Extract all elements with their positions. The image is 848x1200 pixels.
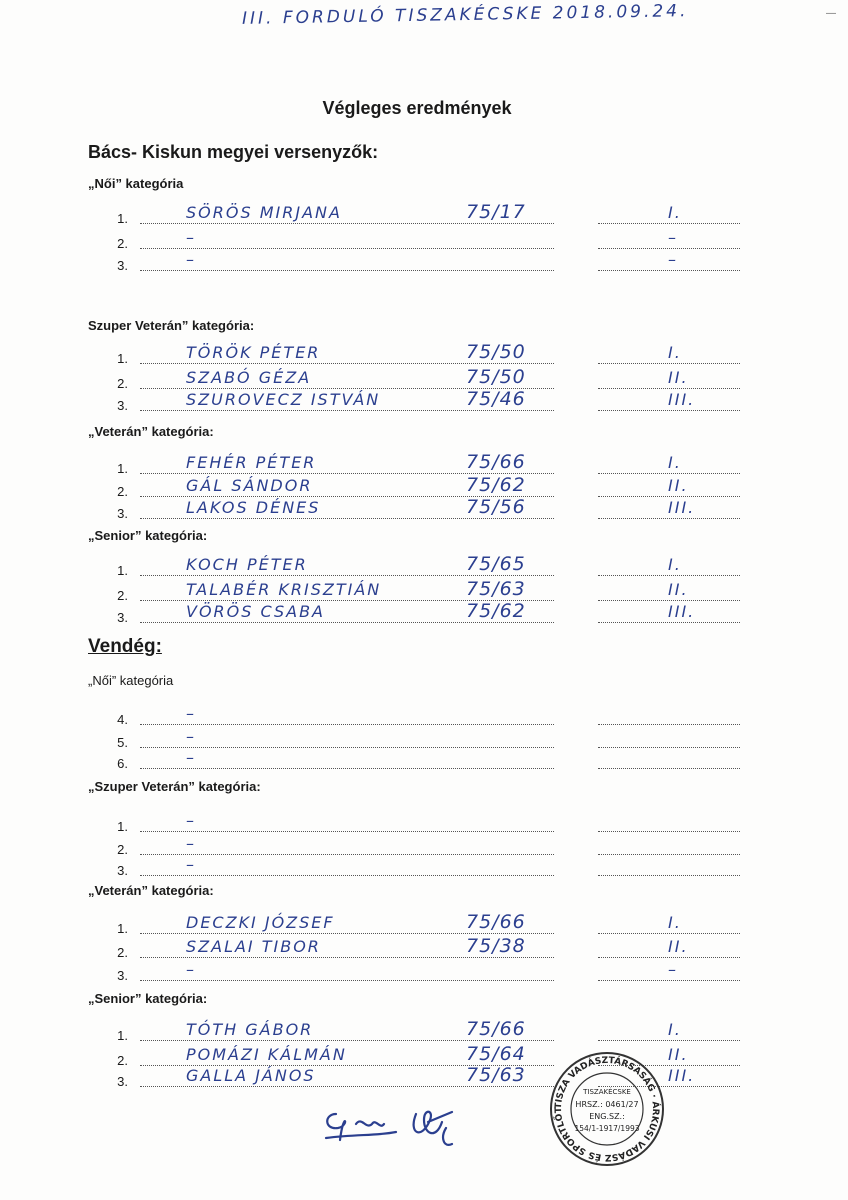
place-dotted-line	[598, 270, 740, 271]
result-row	[0, 496, 848, 522]
competitor-place: II.	[668, 937, 689, 956]
place-dotted-line	[598, 1040, 740, 1041]
name-dotted-line	[140, 1086, 554, 1087]
svg-text:154/1-1917/1993: 154/1-1917/1993	[574, 1124, 640, 1133]
competitor-score: 75/66	[466, 911, 526, 933]
name-dotted-line	[140, 363, 554, 364]
competitor-place: –	[668, 228, 678, 247]
name-dotted-line	[140, 854, 554, 855]
competitor-name: –	[186, 250, 196, 269]
row-number: 1.	[117, 563, 128, 578]
place-dotted-line	[598, 854, 740, 855]
result-row	[0, 1064, 848, 1090]
row-number: 2.	[117, 484, 128, 499]
category-label: „Veterán” kategória:	[88, 883, 214, 898]
place-dotted-line	[598, 223, 740, 224]
result-row	[0, 201, 848, 227]
name-dotted-line	[140, 933, 554, 934]
competitor-place: I.	[668, 203, 682, 222]
place-dotted-line	[598, 622, 740, 623]
name-dotted-line	[140, 980, 554, 981]
svg-text:TISZAKÉCSKE: TISZAKÉCSKE	[583, 1088, 631, 1096]
name-dotted-line	[140, 747, 554, 748]
competitor-name: –	[186, 960, 196, 979]
competitor-name: SZUROVECZ ISTVÁN	[186, 390, 381, 409]
competitor-place: –	[668, 250, 678, 269]
competitor-place: II.	[668, 368, 689, 387]
competitor-name: –	[186, 811, 196, 830]
competitor-name: SZALAI TIBOR	[186, 937, 321, 956]
competitor-score: 75/62	[466, 600, 526, 622]
result-row	[0, 706, 848, 728]
result-row	[0, 366, 848, 392]
competitor-place: III.	[668, 390, 696, 409]
result-row	[0, 911, 848, 937]
signature-drawing	[316, 1100, 476, 1150]
competitor-name: –	[186, 748, 196, 767]
result-row	[0, 962, 848, 984]
name-dotted-line	[140, 768, 554, 769]
place-dotted-line	[598, 957, 740, 958]
result-row	[0, 935, 848, 961]
place-dotted-line	[598, 410, 740, 411]
place-dotted-line	[598, 248, 740, 249]
competitor-name: –	[186, 834, 196, 853]
category-label: „Női” kategória	[88, 176, 184, 191]
svg-text:TISZA VADÁSZTÁRSASÁG · ÁRKUSI: TISZA VADÁSZTÁRSASÁG · ÁRKUSI VADÁSZ ÉS SPORTLŐT	[553, 1055, 661, 1163]
row-number: 2.	[117, 1053, 128, 1068]
stamp-seal	[548, 1050, 666, 1168]
result-row	[0, 750, 848, 772]
result-row	[0, 729, 848, 751]
row-number: 1.	[117, 211, 128, 226]
category-label: „Senior” kategória:	[88, 528, 208, 543]
competitor-score: 75/63	[466, 578, 526, 600]
competitor-place: I.	[668, 555, 682, 574]
place-dotted-line	[598, 831, 740, 832]
name-dotted-line	[140, 724, 554, 725]
section-heading: Bács- Kiskun megyei versenyzők:	[88, 142, 379, 162]
competitor-name: GÁL SÁNDOR	[186, 476, 313, 495]
svg-text:HRSZ.: 0461/27: HRSZ.: 0461/27	[575, 1100, 639, 1109]
competitor-name: LAKOS DÉNES	[186, 498, 321, 517]
row-number: 1.	[117, 921, 128, 936]
competitor-place: I.	[668, 453, 682, 472]
place-dotted-line	[598, 496, 740, 497]
competitor-place: I.	[668, 913, 682, 932]
result-row	[0, 1018, 848, 1044]
category-label: „Női” kategória	[88, 673, 174, 688]
place-dotted-line	[598, 724, 740, 725]
place-dotted-line	[598, 473, 740, 474]
place-dotted-line	[598, 933, 740, 934]
name-dotted-line	[140, 223, 554, 224]
official-stamp	[548, 1050, 666, 1168]
competitor-name: TÖRÖK PÉTER	[186, 343, 321, 362]
row-number: 5.	[117, 735, 128, 750]
result-row	[0, 600, 848, 626]
result-row	[0, 578, 848, 604]
svg-text:ENG.SZ.:: ENG.SZ.:	[589, 1112, 625, 1121]
place-dotted-line	[598, 980, 740, 981]
competitor-name: –	[186, 228, 196, 247]
row-number: 2.	[117, 842, 128, 857]
name-dotted-line	[140, 831, 554, 832]
competitor-place: I.	[668, 343, 682, 362]
name-dotted-line	[140, 518, 554, 519]
competitor-name: POMÁZI KÁLMÁN	[186, 1045, 347, 1064]
result-row	[0, 451, 848, 477]
row-number: 1.	[117, 819, 128, 834]
competitor-place: II.	[668, 1045, 689, 1064]
result-row	[0, 252, 848, 274]
name-dotted-line	[140, 248, 554, 249]
place-dotted-line	[598, 747, 740, 748]
competitor-name: DECZKI JÓZSEF	[186, 913, 335, 932]
competitor-place: III.	[668, 1066, 696, 1085]
row-number: 1.	[117, 351, 128, 366]
row-number: 3.	[117, 968, 128, 983]
competitor-score: 75/66	[466, 1018, 526, 1040]
result-row	[0, 230, 848, 252]
result-row	[0, 836, 848, 858]
competitor-place: I.	[668, 1020, 682, 1039]
competitor-place: III.	[668, 602, 696, 621]
section-heading: Vendég:	[88, 636, 162, 657]
category-label: Szuper Veterán” kategória:	[88, 318, 255, 333]
row-number: 1.	[117, 1028, 128, 1043]
competitor-name: TÓTH GÁBOR	[186, 1020, 314, 1039]
row-number: 6.	[117, 756, 128, 771]
row-number: 3.	[117, 506, 128, 521]
category-label: „Veterán” kategória:	[88, 424, 214, 439]
row-number: 1.	[117, 461, 128, 476]
competitor-score: 75/17	[466, 201, 526, 223]
result-row	[0, 341, 848, 367]
document-title: Végleges eredmények	[322, 98, 512, 118]
row-number: 3.	[117, 258, 128, 273]
competitor-name: –	[186, 727, 196, 746]
competitor-place: III.	[668, 498, 696, 517]
place-dotted-line	[598, 875, 740, 876]
name-dotted-line	[140, 622, 554, 623]
name-dotted-line	[140, 957, 554, 958]
place-dotted-line	[598, 388, 740, 389]
row-number: 3.	[117, 610, 128, 625]
competitor-place: II.	[668, 476, 689, 495]
name-dotted-line	[140, 270, 554, 271]
competitor-name: –	[186, 704, 196, 723]
competitor-score: 75/62	[466, 474, 526, 496]
place-dotted-line	[598, 768, 740, 769]
competitor-name: TALABÉR KRISZTIÁN	[186, 580, 382, 599]
row-number: 2.	[117, 376, 128, 391]
scan-mark: —	[826, 8, 836, 19]
competitor-score: 75/46	[466, 388, 526, 410]
row-number: 2.	[117, 236, 128, 251]
row-number: 3.	[117, 863, 128, 878]
name-dotted-line	[140, 1040, 554, 1041]
competitor-score: 75/63	[466, 1064, 526, 1086]
place-dotted-line	[598, 363, 740, 364]
name-dotted-line	[140, 410, 554, 411]
competitor-score: 75/64	[466, 1043, 526, 1065]
competitor-place: II.	[668, 580, 689, 599]
row-number: 3.	[117, 398, 128, 413]
row-number: 4.	[117, 712, 128, 727]
place-dotted-line	[598, 575, 740, 576]
competitor-name: –	[186, 855, 196, 874]
name-dotted-line	[140, 875, 554, 876]
handwritten-header: III. FORDULÓ TISZAKÉCSKE 2018.09.24.	[241, 1, 689, 29]
competitor-place: –	[668, 960, 678, 979]
competitor-score: 75/65	[466, 553, 526, 575]
competitor-score: 75/66	[466, 451, 526, 473]
competitor-score: 75/50	[466, 366, 526, 388]
competitor-name: SZABÓ GÉZA	[186, 368, 312, 387]
result-row	[0, 857, 848, 879]
competitor-name: KOCH PÉTER	[186, 555, 308, 574]
signature	[316, 1100, 476, 1150]
result-row	[0, 1043, 848, 1069]
competitor-name: FEHÉR PÉTER	[186, 453, 317, 472]
result-row	[0, 388, 848, 414]
competitor-name: VÖRÖS CSABA	[186, 602, 325, 621]
competitor-score: 75/50	[466, 341, 526, 363]
row-number: 2.	[117, 945, 128, 960]
result-row	[0, 553, 848, 579]
result-row	[0, 474, 848, 500]
category-label: „Senior” kategória:	[88, 991, 208, 1006]
place-dotted-line	[598, 518, 740, 519]
result-row	[0, 813, 848, 835]
row-number: 3.	[117, 1074, 128, 1089]
place-dotted-line	[598, 600, 740, 601]
competitor-score: 75/56	[466, 496, 526, 518]
category-label: „Szuper Veterán” kategória:	[88, 779, 261, 794]
competitor-name: SÖRÖS MIRJANA	[186, 203, 342, 222]
competitor-name: GALLA JÁNOS	[186, 1066, 316, 1085]
competitor-score: 75/38	[466, 935, 526, 957]
name-dotted-line	[140, 575, 554, 576]
row-number: 2.	[117, 588, 128, 603]
